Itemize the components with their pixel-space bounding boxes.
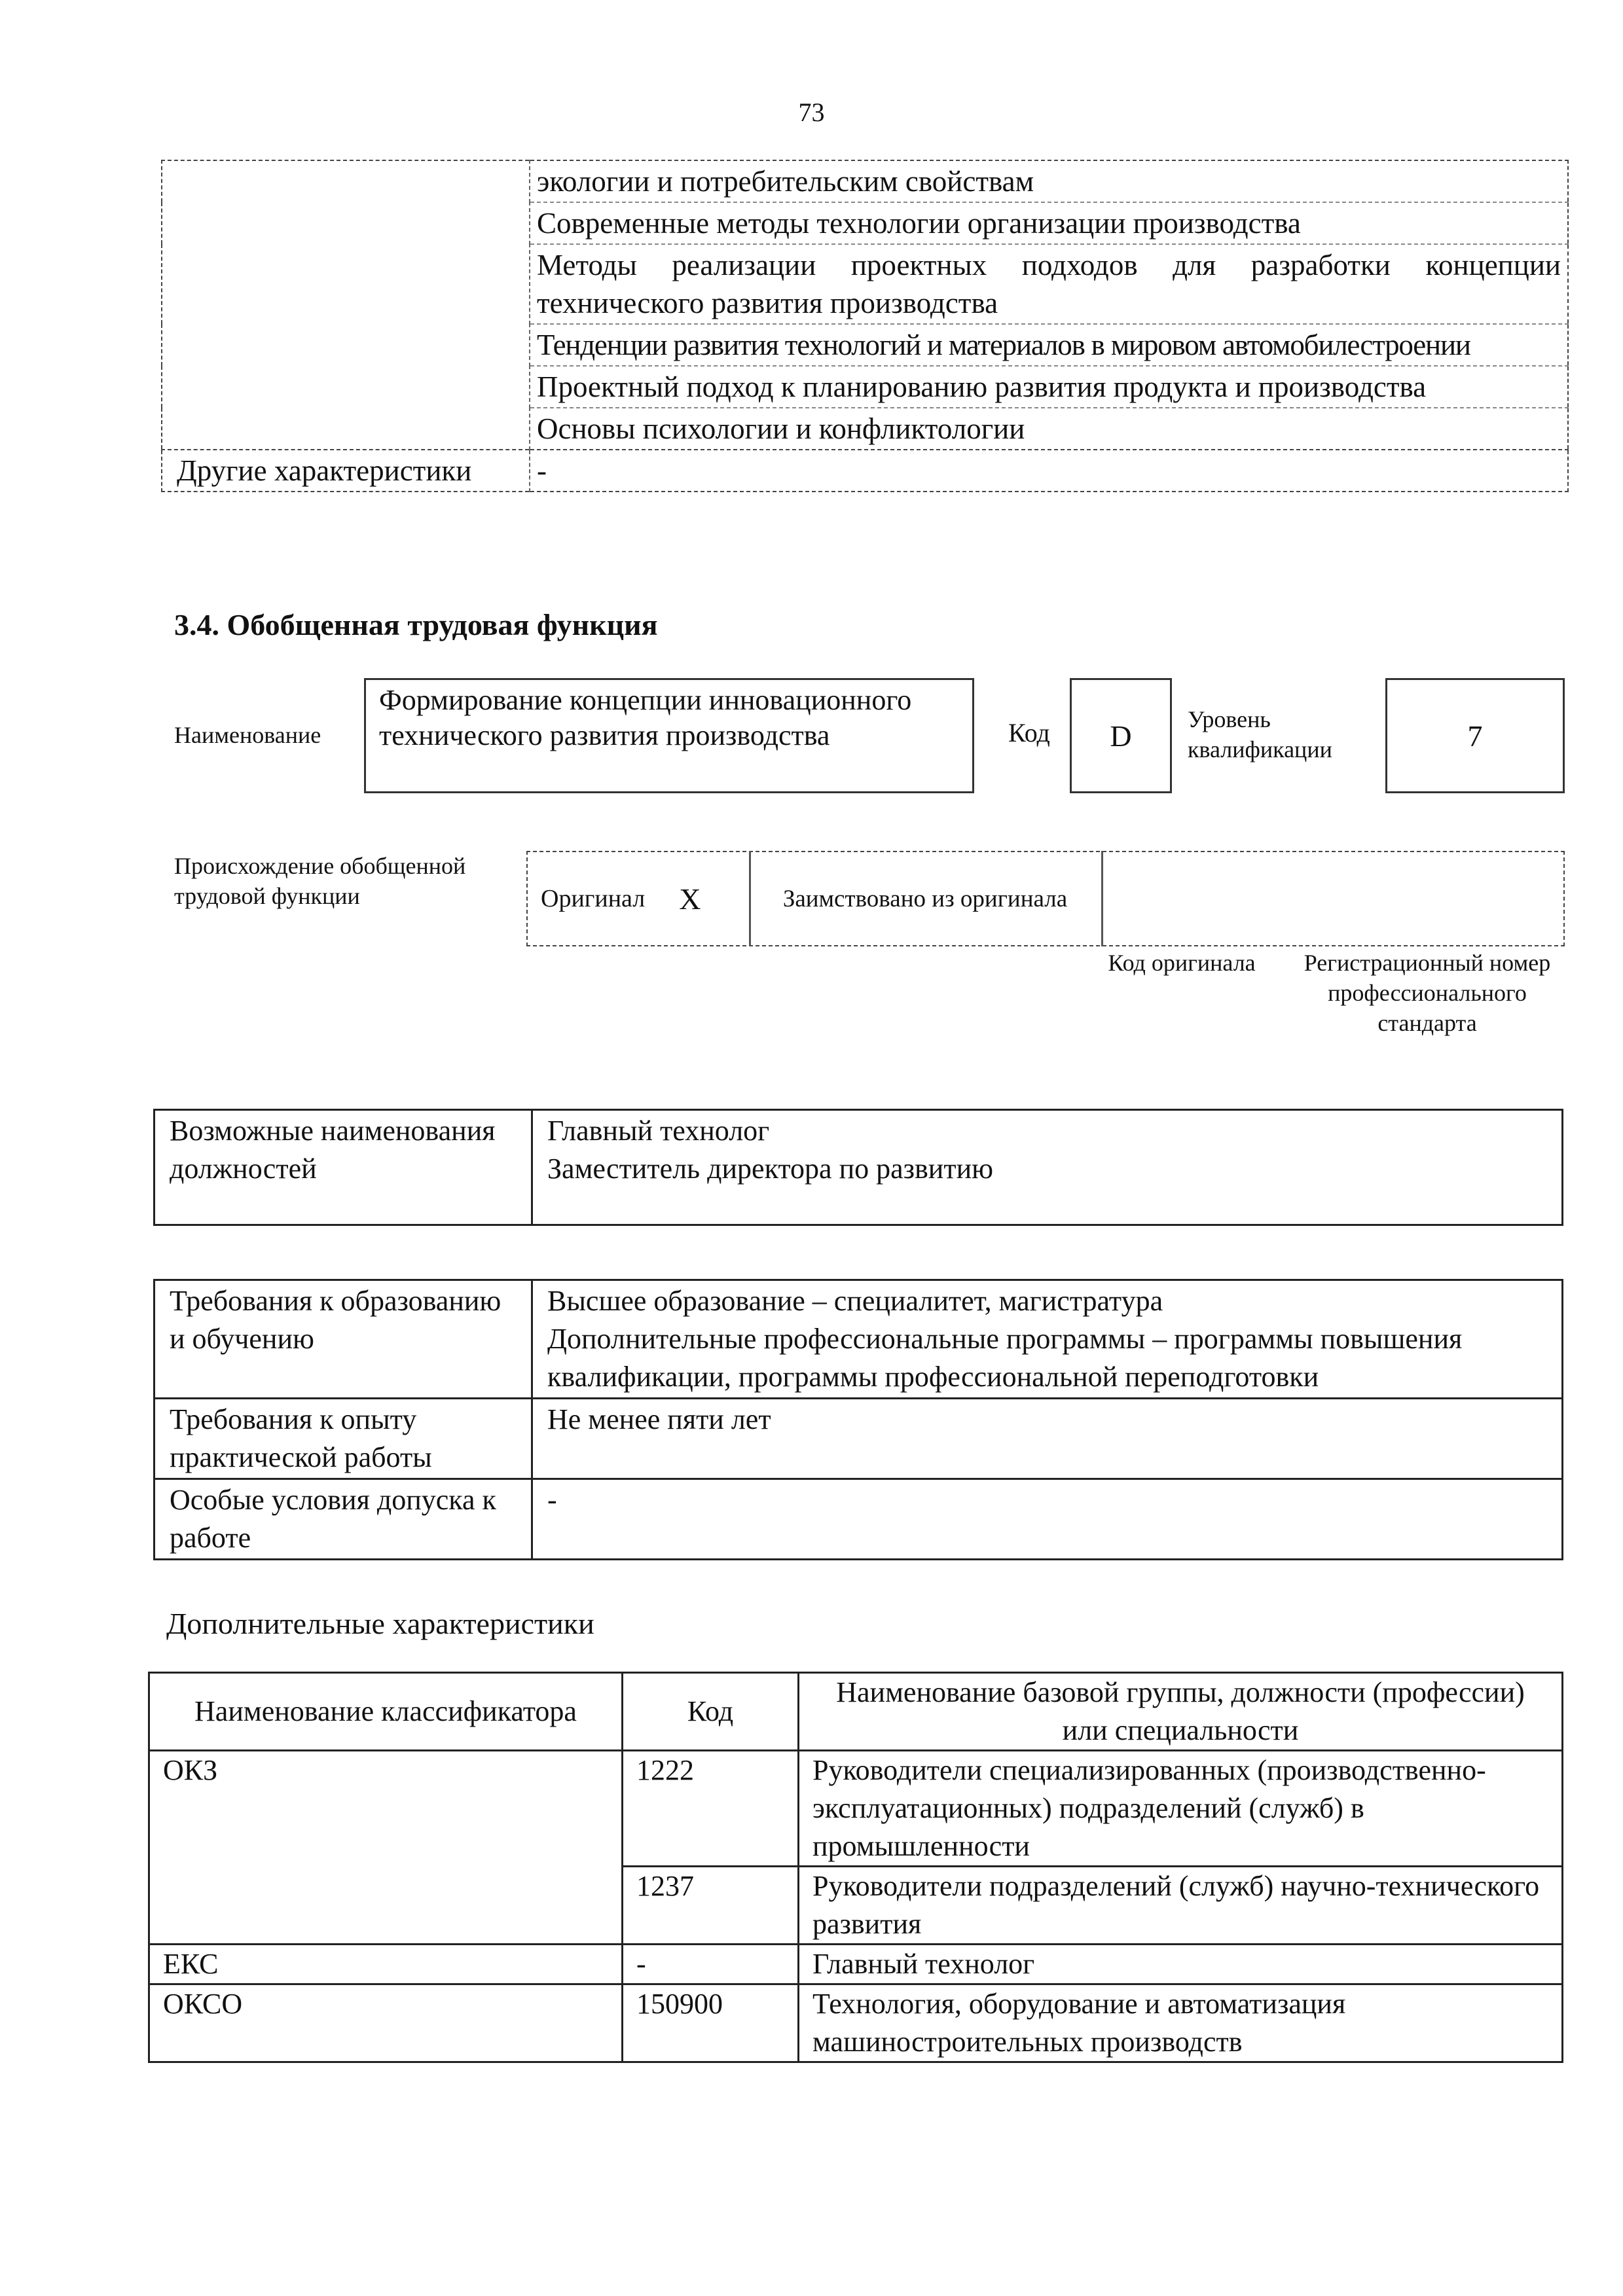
classifier-cell: ОКЗ [149,1751,623,1945]
other-characteristics-label: Другие характеристики [162,450,530,492]
position-item: Заместитель директора по развитию [547,1153,993,1185]
group-cell: Главный технолог [799,1945,1563,1984]
registration-number-label: Регистрационный номер профессионального стандарта [1304,950,1551,1036]
knowledge-item: экологии и потребительским свойствам [537,165,1034,198]
code-cell: 1237 [623,1867,799,1945]
requirement-value: Высшее образование – специалитет, магистратура Дополнительные профессиональные программы – программы повышения квалификации, программы профессиональной переподготовки [532,1280,1563,1399]
classifiers-table [148,1672,1563,2063]
requirements-table [153,1279,1563,1560]
code-cell: 1222 [623,1751,799,1867]
knowledge-item: Проектный подход к планированию развития продукта и производства [530,366,1568,408]
classifier-cell: ЕКС [149,1945,623,1984]
header-group: Наименование базовой группы, должности (профессии) или специальности [799,1673,1563,1751]
extra-characteristics-heading: Дополнительные характеристики [166,1607,594,1640]
requirement-label: Особые условия допуска к работе [155,1479,532,1560]
knowledge-table-continuation [161,160,1569,492]
requirement-value: Не менее пяти лет [532,1399,1563,1479]
knowledge-item: Основы психологии и конфликтологии [530,408,1568,450]
origin-label: Происхождение обобщенной трудовой функции [174,853,466,909]
requirement-label: Требования к образованию и обучению [155,1280,532,1399]
borrowed-label: Заимствовано из оригинала [782,885,1068,912]
page-number: 73 [798,98,825,127]
code-original-label: Код оригинала [1108,950,1256,976]
origin-divider [1101,851,1103,946]
original-mark: X [679,882,701,916]
header-code: Код [623,1673,799,1751]
group-cell: Руководители подразделений (служб) научно-технического развития [799,1867,1563,1945]
positions-values [532,1110,1563,1225]
position-item: Главный технолог [547,1115,770,1147]
code-cell: - [623,1945,799,1984]
code-value-box: D [1070,678,1172,793]
original-cell [526,851,749,946]
group-cell: Руководители специализированных (производственно-эксплуатационных) подразделений (служб) в промышленности [799,1751,1563,1867]
qualification-level-box: 7 [1385,678,1565,793]
knowledge-item: Методы реализации проектных подходов для разработки концепции технического развития производства [530,244,1568,324]
knowledge-item: Современные методы технологии организации производства [530,202,1568,244]
code-label: Код [1008,718,1050,747]
requirement-value: - [532,1479,1563,1560]
header-classifier: Наименование классификатора [149,1673,623,1751]
function-name-box: Формирование концепции инновационного технического развития производства [364,678,974,793]
original-label: Оригинал [541,885,646,912]
positions-label: Возможные наименования должностей [155,1110,532,1225]
code-cell: 150900 [623,1984,799,2062]
other-characteristics-value: - [530,450,1568,492]
qualification-level-label: Уровень квалификации [1188,706,1332,762]
empty-label-cell [162,160,530,450]
section-heading: 3.4. Обобщенная трудовая функция [174,608,658,641]
name-label: Наименование [174,722,321,748]
classifier-cell: ОКСО [149,1984,623,2062]
group-cell: Технология, оборудование и автоматизация машиностроительных производств [799,1984,1563,2062]
possible-positions-table [153,1109,1563,1226]
knowledge-item: Тенденции развития технологий и материалов в мировом автомобилестроении [530,324,1568,366]
requirement-label: Требования к опыту практической работы [155,1399,532,1479]
